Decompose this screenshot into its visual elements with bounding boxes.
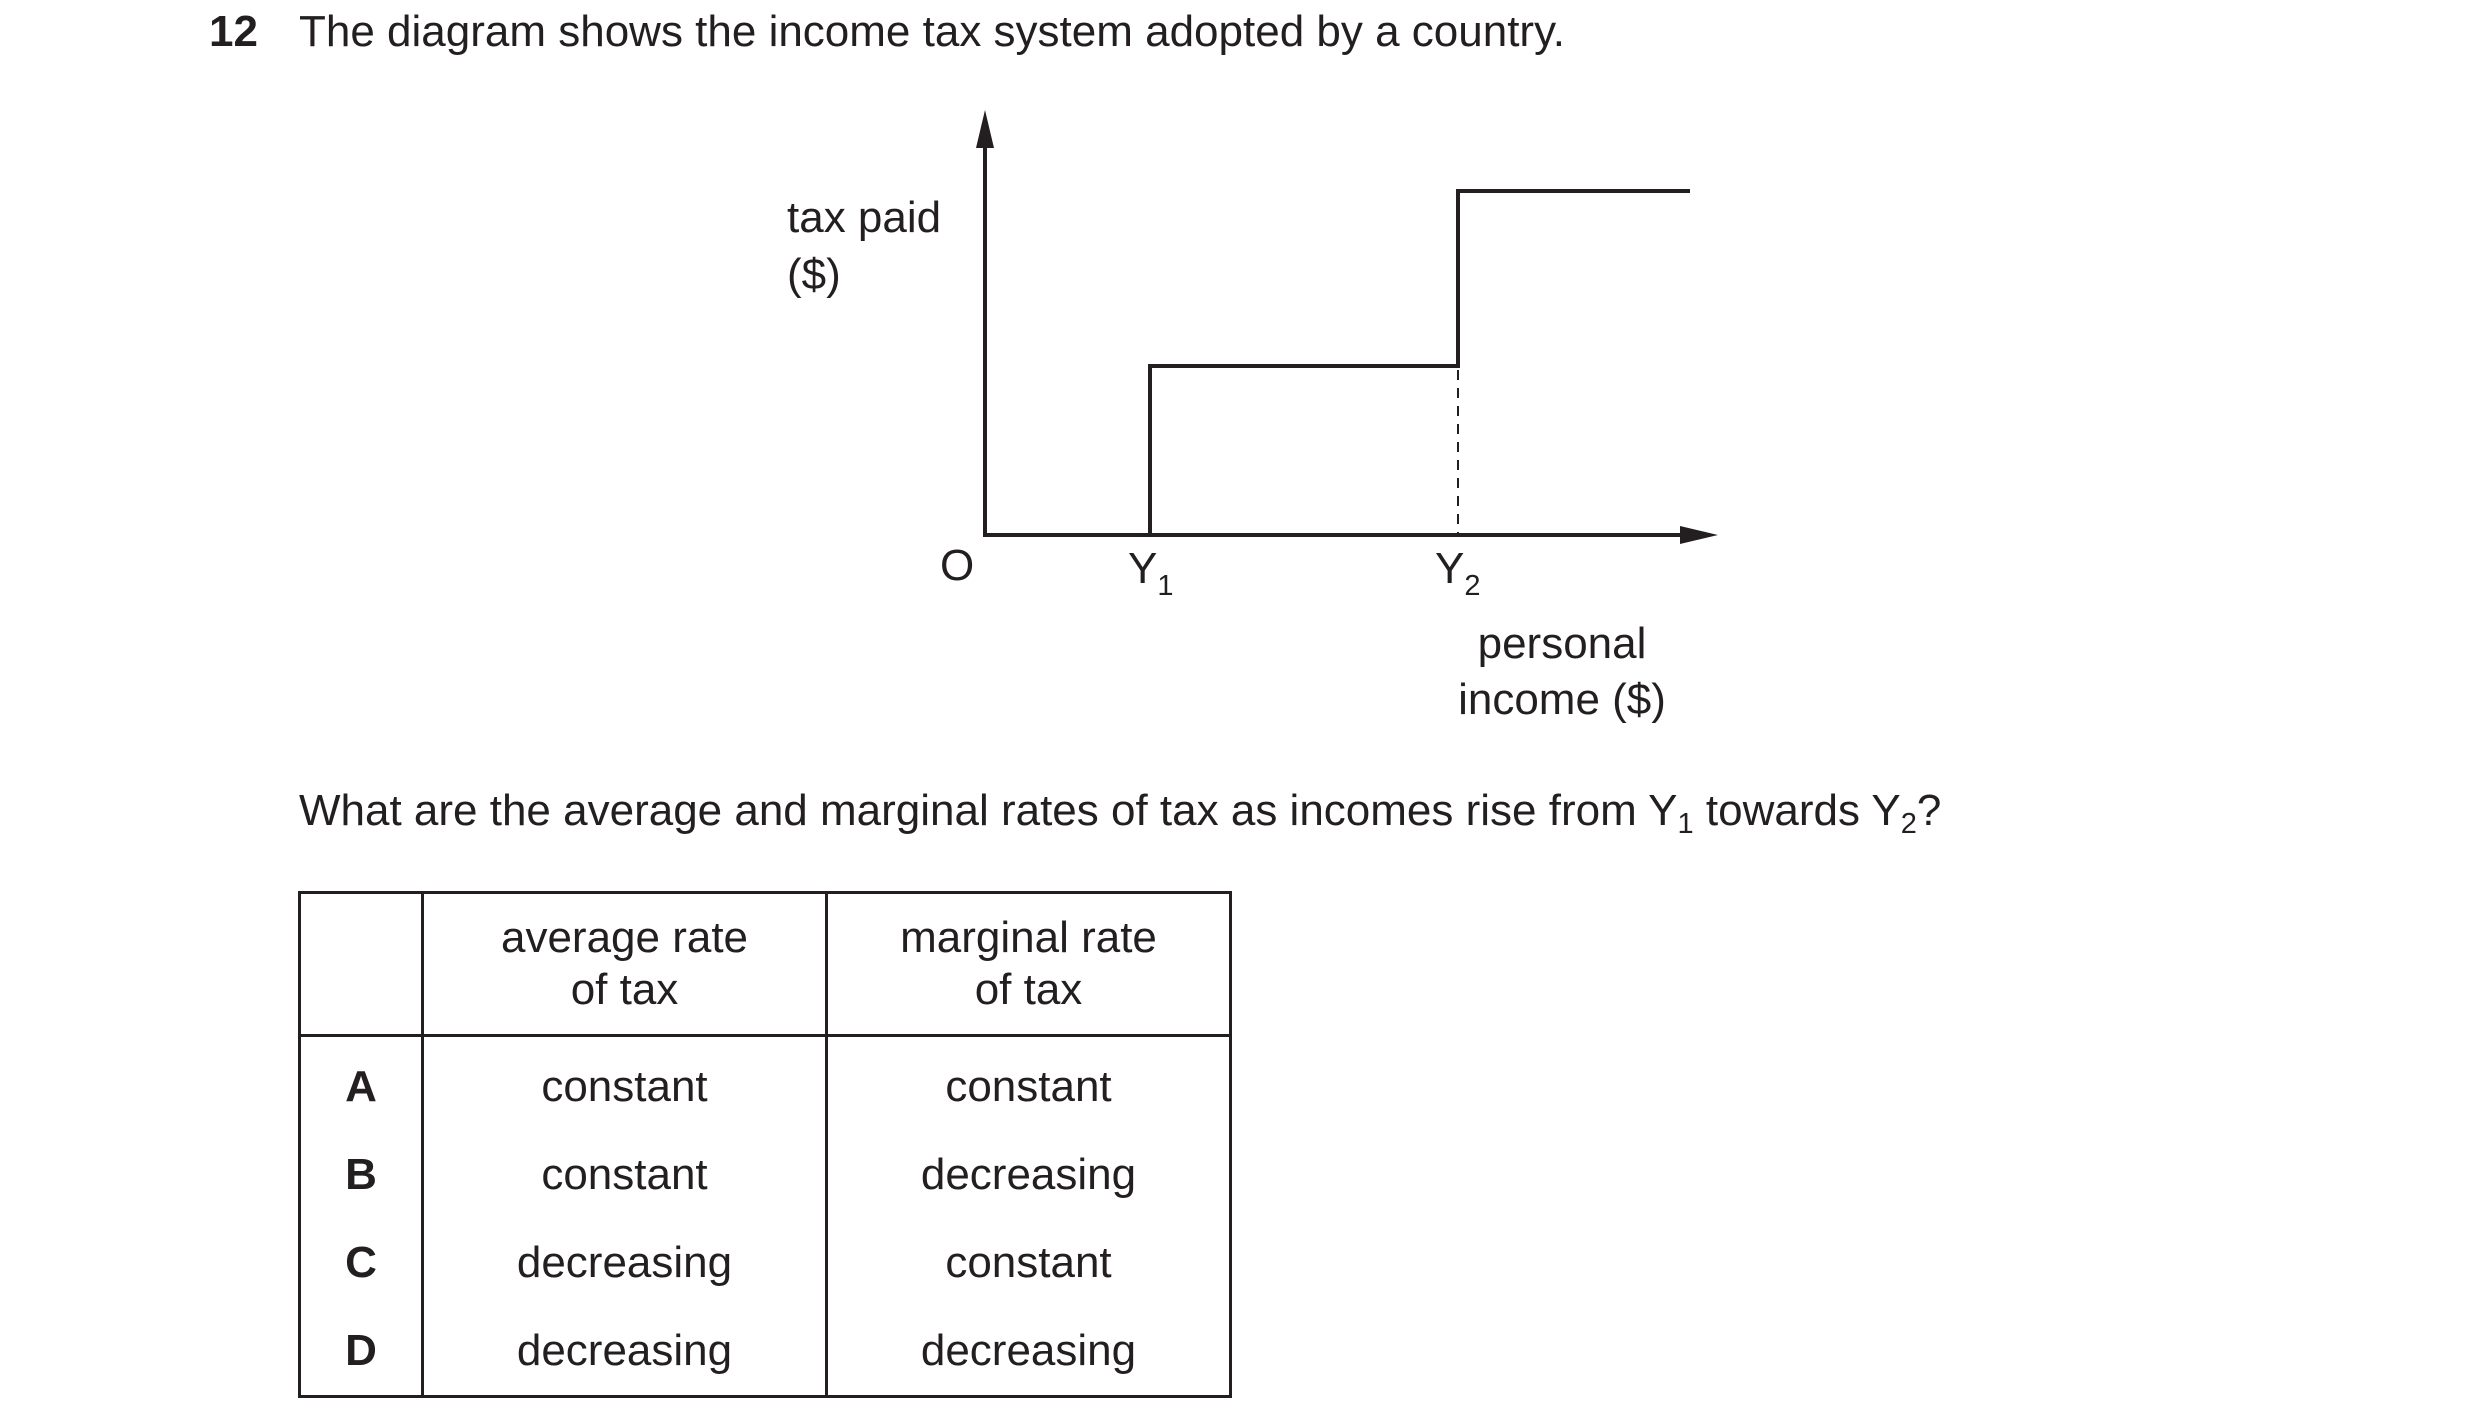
tax-step-line bbox=[1150, 191, 1690, 535]
x-tick-y1: $Y_1$ bbox=[1128, 544, 1174, 602]
x-axis-arrowhead bbox=[1680, 526, 1718, 544]
y-axis-arrowhead bbox=[976, 110, 994, 148]
option-letter: A bbox=[300, 1036, 423, 1132]
header-letter-cell bbox=[300, 893, 423, 1036]
option-letter: D bbox=[300, 1307, 423, 1397]
header-marginal-rate: marginal rate of tax bbox=[827, 893, 1231, 1036]
question-stem: The diagram shows the income tax system adopted by a country. bbox=[299, 7, 1566, 56]
option-letter: B bbox=[300, 1131, 423, 1219]
option-marginal: decreasing bbox=[827, 1307, 1231, 1397]
x-axis-label-line1: personal bbox=[1477, 619, 1647, 668]
option-row-b bbox=[300, 1131, 1231, 1219]
answer-options-table bbox=[298, 891, 1232, 1398]
x-axis-label-line2: income ($) bbox=[1458, 675, 1666, 724]
option-marginal: constant bbox=[827, 1219, 1231, 1307]
option-average: constant bbox=[423, 1131, 827, 1219]
table-header-row bbox=[300, 893, 1231, 1036]
origin-label: O bbox=[940, 541, 975, 590]
option-marginal: decreasing bbox=[827, 1131, 1231, 1219]
option-row-d bbox=[300, 1307, 1231, 1397]
option-average: decreasing bbox=[423, 1307, 827, 1397]
option-average: constant bbox=[423, 1036, 827, 1132]
option-row-c bbox=[300, 1219, 1231, 1307]
question-prompt: What are the average and marginal rates of tax as incomes rise from $Y_1$ towards $Y_2$? bbox=[299, 786, 1942, 840]
option-row-a bbox=[300, 1036, 1231, 1132]
header-average-rate: average rate of tax bbox=[423, 893, 827, 1036]
option-marginal: constant bbox=[827, 1036, 1231, 1132]
x-tick-y2: $Y_2$ bbox=[1435, 544, 1481, 602]
option-letter: C bbox=[300, 1219, 423, 1307]
option-average: decreasing bbox=[423, 1219, 827, 1307]
y-axis-label-line1: tax paid bbox=[787, 193, 942, 242]
question-number: 12 bbox=[209, 7, 258, 56]
y-axis-label-line2: ($) bbox=[787, 250, 841, 299]
